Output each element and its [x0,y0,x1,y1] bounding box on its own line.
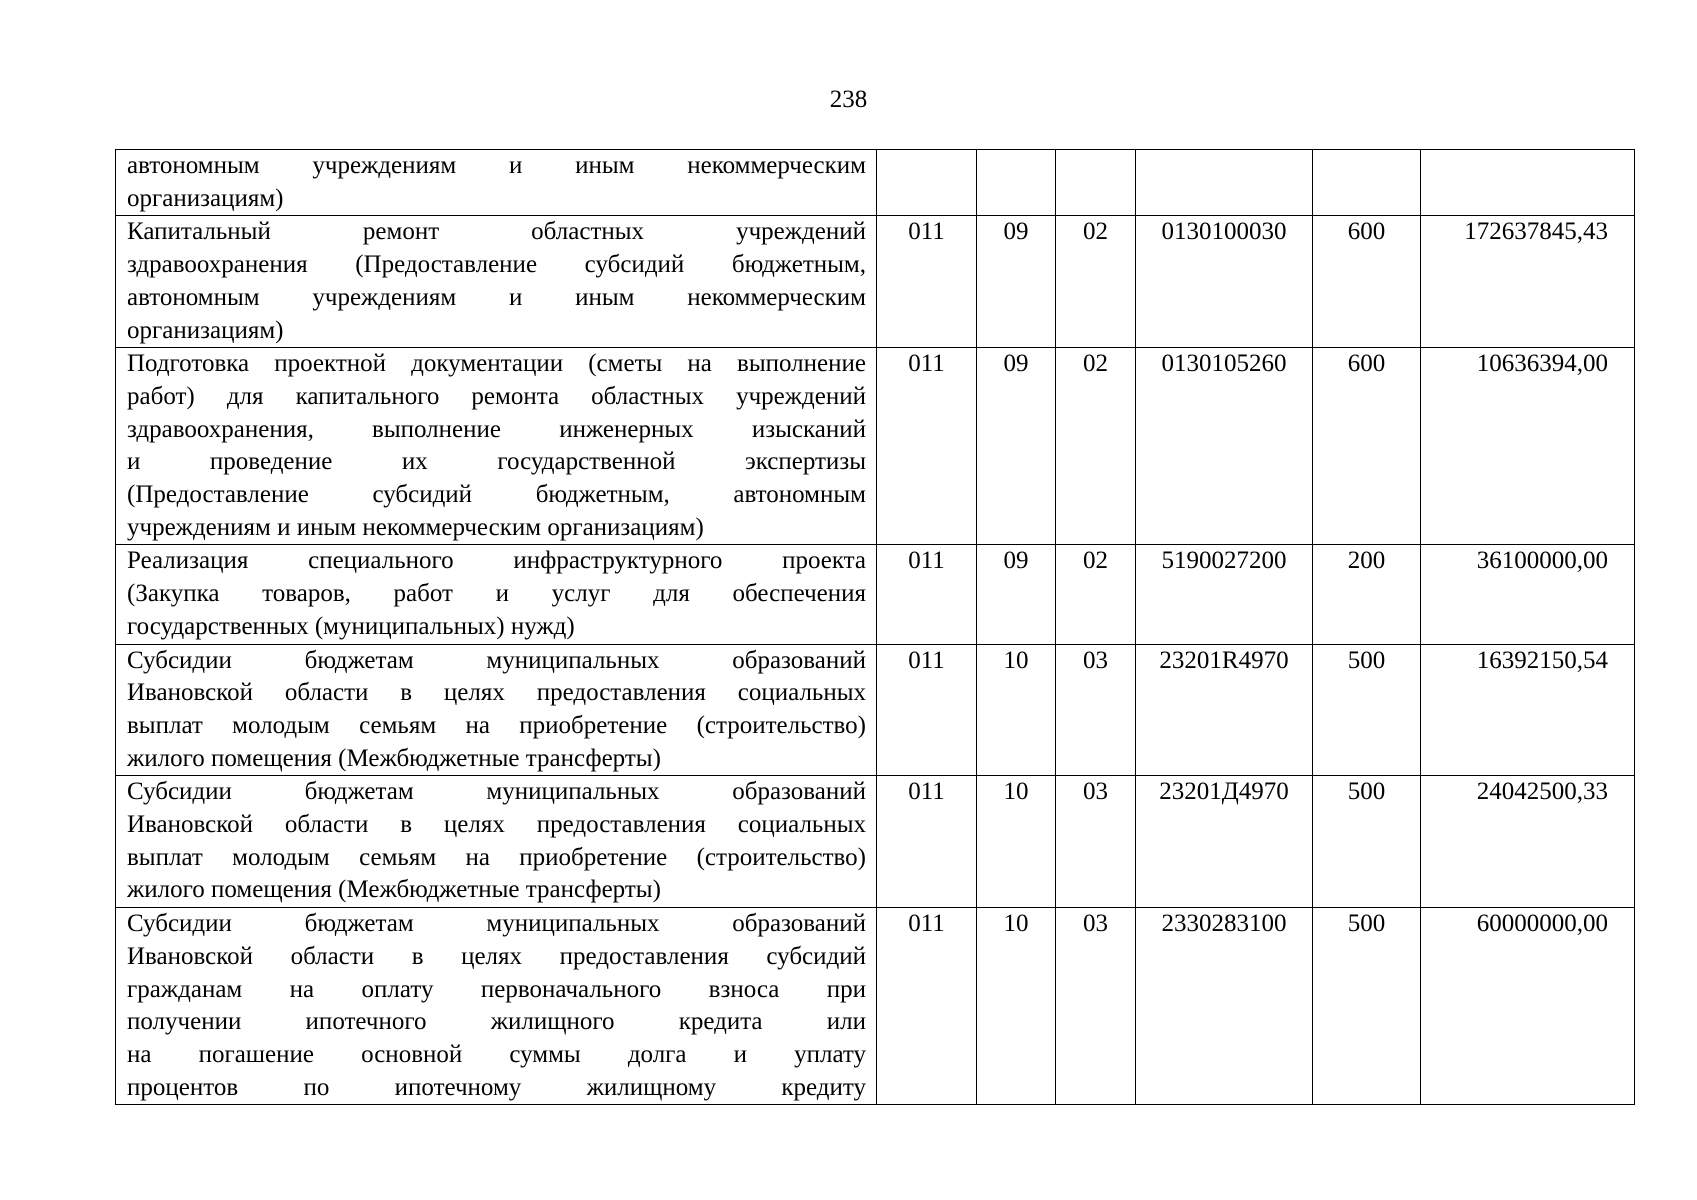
subsection-code-cell: 02 [1056,545,1136,644]
description-line: Капитальный ремонт областных учреждений [127,218,866,246]
target-code-cell: 23201Д4970 [1136,776,1313,908]
amount-cell: 172637845,43 [1421,216,1635,348]
amount-cell: 60000000,00 [1421,908,1635,1105]
description-line: государственных (муниципальных) нужд) [127,612,575,640]
expense-kind-cell [1313,150,1421,216]
admin-code-cell: 011 [877,545,977,644]
amount-cell: 10636394,00 [1421,348,1635,545]
description-line: Ивановской области в целях предоставления субсидий [127,942,866,970]
description-line: получении ипотечного жилищного кредита или [127,1008,866,1036]
description-line: жилого помещения (Межбюджетные трансферты) [127,744,661,772]
amount-cell: 24042500,33 [1421,776,1635,908]
description-line: Ивановской области в целях предоставления социальных [127,679,866,707]
description-line: автономным учреждениям и иным некоммерческим [127,152,866,179]
amount-cell [1421,150,1635,216]
description-line: на погашение основной суммы долга и уплату [127,1040,866,1068]
expense-kind-cell: 500 [1313,776,1421,908]
description-line: Субсидии бюджетам муниципальных образований [127,910,866,938]
section-code-cell: 10 [977,776,1056,908]
table-row [116,150,1635,216]
subsection-code-cell: 03 [1056,776,1136,908]
description-line: гражданам на оплату первоначального взноса при [127,975,866,1003]
budget-table-body [116,150,1635,1105]
description-line: учреждениям и иным некоммерческим организациям) [127,513,704,541]
target-code-cell [1136,150,1313,216]
expense-kind-cell: 500 [1313,908,1421,1105]
page-number: 238 [829,86,868,113]
description-line: организациям) [127,184,284,212]
description-line: здравоохранения (Предоставление субсидий бюджетным, [127,251,866,279]
description-line: Подготовка проектной документации (сметы на выполнение [127,350,866,378]
subsection-code-cell: 02 [1056,216,1136,348]
expense-kind-cell: 600 [1313,348,1421,545]
budget-table [115,149,1635,1105]
row-description [116,644,877,776]
description-line: здравоохранения, выполнение инженерных изысканий [127,415,866,443]
table-row [116,545,1635,644]
subsection-code-cell [1056,150,1136,216]
row-description [116,150,877,216]
section-code-cell: 09 [977,545,1056,644]
target-code-cell: 23201R4970 [1136,644,1313,776]
description-line: выплат молодым семьям на приобретение (строительство) [127,843,866,871]
target-code-cell: 0130100030 [1136,216,1313,348]
table-row [116,216,1635,348]
section-code-cell: 09 [977,348,1056,545]
row-description [116,348,877,545]
description-line: и проведение их государственной экспертизы [127,448,866,476]
section-code-cell: 10 [977,644,1056,776]
admin-code-cell: 011 [877,216,977,348]
row-description [116,776,877,908]
description-line: выплат молодым семьям на приобретение (строительство) [127,711,866,739]
admin-code-cell: 011 [877,348,977,545]
description-line: (Предоставление субсидий бюджетным, автономным [127,481,866,509]
target-code-cell: 5190027200 [1136,545,1313,644]
description-line: жилого помещения (Межбюджетные трансферты) [127,876,661,904]
description-line: процентов по ипотечному жилищному кредиту [127,1073,866,1101]
description-line: (Закупка товаров, работ и услуг для обеспечения [127,580,866,608]
description-line: Субсидии бюджетам муниципальных образований [127,646,866,674]
admin-code-cell [877,150,977,216]
target-code-cell: 2330283100 [1136,908,1313,1105]
section-code-cell [977,150,1056,216]
description-line: организациям) [127,316,284,344]
section-code-cell: 09 [977,216,1056,348]
row-description [116,908,877,1105]
subsection-code-cell: 03 [1056,908,1136,1105]
table-row [116,348,1635,545]
description-line: автономным учреждениям и иным некоммерческим [127,283,866,311]
description-line: Ивановской области в целях предоставления социальных [127,811,866,839]
admin-code-cell: 011 [877,908,977,1105]
description-line: Субсидии бюджетам муниципальных образований [127,778,866,806]
table-row [116,776,1635,908]
expense-kind-cell: 500 [1313,644,1421,776]
admin-code-cell: 011 [877,644,977,776]
amount-cell: 16392150,54 [1421,644,1635,776]
description-line: работ) для капитального ремонта областных учреждений [127,382,866,410]
row-description [116,216,877,348]
section-code-cell: 10 [977,908,1056,1105]
target-code-cell: 0130105260 [1136,348,1313,545]
table-row [116,908,1635,1105]
subsection-code-cell: 03 [1056,644,1136,776]
description-line: Реализация специального инфраструктурного проекта [127,547,866,575]
amount-cell: 36100000,00 [1421,545,1635,644]
admin-code-cell: 011 [877,776,977,908]
row-description [116,545,877,644]
expense-kind-cell: 600 [1313,216,1421,348]
subsection-code-cell: 02 [1056,348,1136,545]
expense-kind-cell: 200 [1313,545,1421,644]
table-row [116,644,1635,776]
